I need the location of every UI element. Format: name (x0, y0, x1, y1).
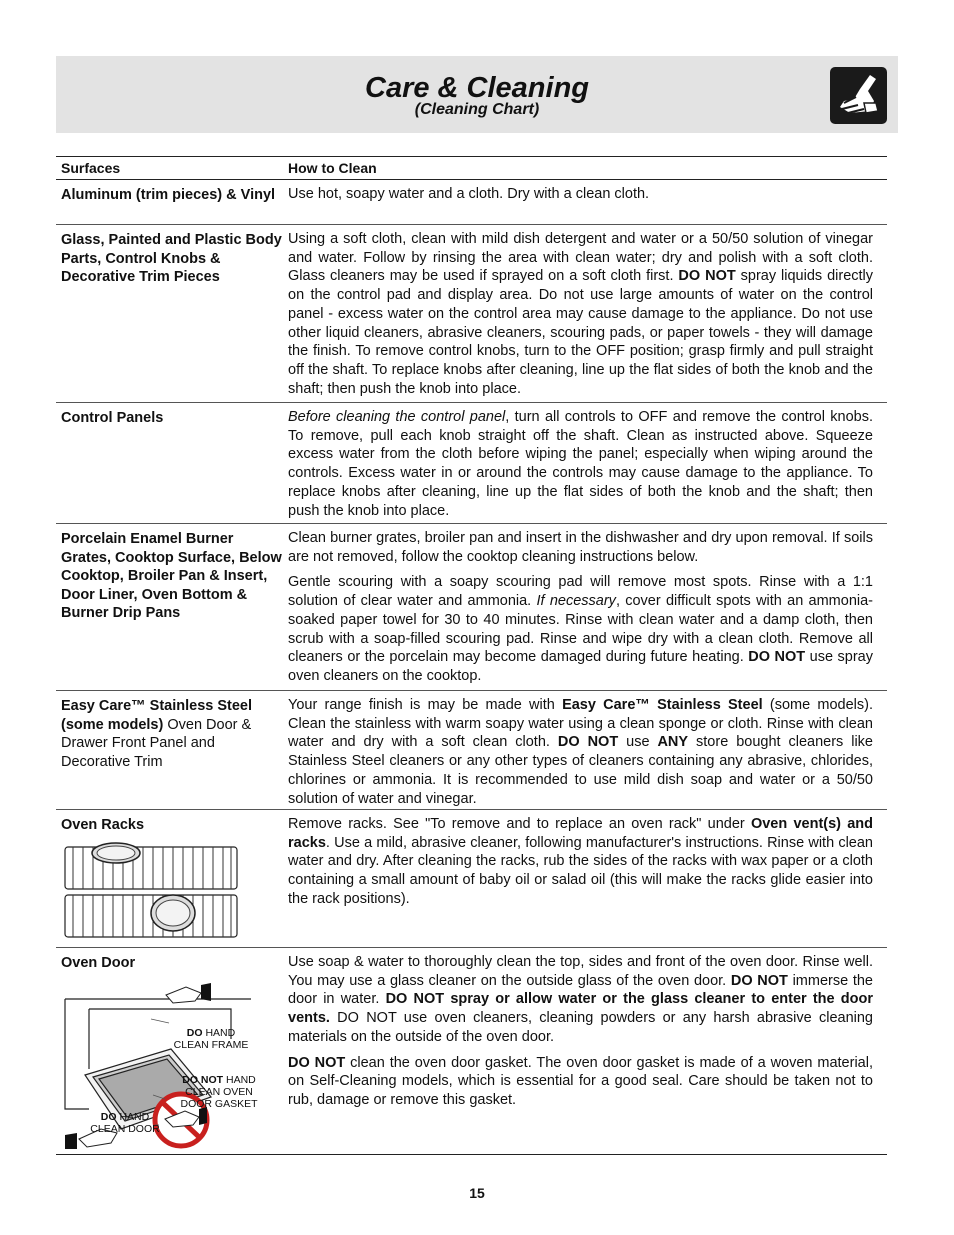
surface-name: Easy Care™ Stainless Steel (some models) Oven Door & Drawer Front Panel and Decorative Trim (61, 698, 253, 770)
column-header-surfaces: Surfaces (61, 160, 121, 176)
table-header-row (56, 156, 887, 180)
page-subtitle: (Cleaning Chart) (414, 101, 540, 118)
cleaning-instructions: Your range finish is may be made with Easy Care™ Stainless Steel (some models). Clean the stainless with warm soapy water using a clean sponge or cloth. Rinse with clean water and dry with a soft clean cloth. DO NOT use ANY store bought cleaners like Stainless Steel cleaners or any other types of cleaners containing any abrasive, chlorides, chlorines or ammonia. It is recommended to use mild dish soap and water or a 50/50 solution of water and vinegar. (288, 697, 873, 807)
surface-name: Control Panels (61, 410, 164, 426)
oven-door-illustration (61, 979, 283, 1155)
cleaning-chart-table (56, 156, 887, 1155)
cleaning-instructions: Clean burner grates, broiler pan and insert in the dishwasher and dry upon removal. If soils are not removed, follow the cooktop cleaning instructions below. Gentle scouring with a soapy scouring pad will remove most spots. Rinse with a 1:1 solution of clear water and ammonia. If necessary, cover difficult spots with an ammonia-soaked paper towel for 30 to 40 minutes. Rinse with clean water and a damp cloth, then scrub with a soap-filled scouring pad. Rinse and wipe dry with a clean cloth. Remove all cleaners or the porcelain may become damaged during future heating. DO NOT use spray oven cleaners on the cooktop. (288, 530, 874, 684)
cleaning-hand-icon (830, 67, 887, 124)
oven-racks-illustration (61, 841, 283, 941)
label-clean-frame: DO HAND CLEAN FRAME (173, 1026, 249, 1051)
surface-name: Oven Racks (61, 817, 145, 833)
cleaning-instructions: Use hot, soapy water and a cloth. Dry with a clean cloth. (288, 186, 650, 202)
column-header-how-to-clean: How to Clean (288, 160, 377, 176)
surface-name: Aluminum (trim pieces) & Vinyl (61, 187, 276, 203)
table-row (56, 524, 887, 691)
table-row (56, 403, 887, 524)
table-row (56, 810, 887, 948)
table-row (56, 225, 887, 403)
cleaning-instructions: Use soap & water to thoroughly clean the top, sides and front of the oven door. Rinse well. You may use a glass cleaner on the outside glass of the oven door. DO NOT immerse the door in water. DO NOT spray or allow water or the glass cleaner to enter the door vents. DO NOT use oven cleaners, cleaning powders or any harsh abrasive cleaning materials on the outside of the oven door. DO NOT clean the oven door gasket. The oven door gasket is made of a woven material, on Self-Cleaning models, which is essential for a good seal. Care should be taken not to rub, damage or remove this gasket. (288, 954, 874, 1108)
table-row (56, 691, 887, 810)
label-clean-door: DO HAND CLEAN DOOR (90, 1110, 160, 1135)
page-header (56, 56, 898, 133)
surface-name: Glass, Painted and Plastic Body Parts, Control Knobs & Decorative Trim Pieces (61, 232, 282, 286)
surface-name: Oven Door (61, 955, 136, 971)
page-title: Care & Cleaning (365, 72, 589, 104)
label-gasket: DO NOT HAND CLEAN OVEN DOOR GASKET (180, 1073, 258, 1110)
surface-name: Porcelain Enamel Burner Grates, Cooktop Surface, Below Cooktop, Broiler Pan & Insert, Door Liner, Oven Bottom & Burner Drip Pans (61, 531, 282, 622)
cleaning-instructions: Remove racks. See "To remove and to replace an oven rack" under Oven vent(s) and racks. Use a mild, abrasive cleaner, following manufacturer's instructions. Rinse with clean water and dry. After cleaning the racks, rub the sides of the racks with wax paper or a cloth containing a small amount of baby oil or salad oil (this will make the racks glide easier into the rack positions). (288, 816, 873, 907)
page-number: 15 (469, 1185, 485, 1201)
table-row (56, 948, 887, 1155)
table-row (56, 180, 887, 225)
cleaning-instructions: Using a soft cloth, clean with mild dish detergent and water or a 50/50 solution of vinegar and water. Follow by rinsing the area with clean water; dry and polish with a soft cloth. Glass cleaners may be used if sprayed on a soft cloth first. DO NOT spray liquids directly on the control pad and display area. Do not use large amounts of water on the control panel - excess water on the control area may cause damage to the appliance. Do not use other liquid cleaners, abrasive cleaners, scouring pads, or paper towels - they will damage the finish. To remove control knobs, turn to the OFF position; grasp firmly and pull straight off the shaft. To replace knobs after cleaning, line up the flat sides of both the knob and the shaft; then push the knob into place. (288, 231, 874, 397)
cleaning-instructions: Before cleaning the control panel, turn all controls to OFF and remove the control knobs. To remove, pull each knob straight off the shaft. Clean as instructed above. Squeeze excess water from the cloth before wiping the panel; especially when wiping around the controls. Excess water in or around the controls may cause damage to the appliance. To replace knobs after cleaning, line up the flat sides of both the knob and the shaft; then push the knob into place. (288, 409, 873, 519)
